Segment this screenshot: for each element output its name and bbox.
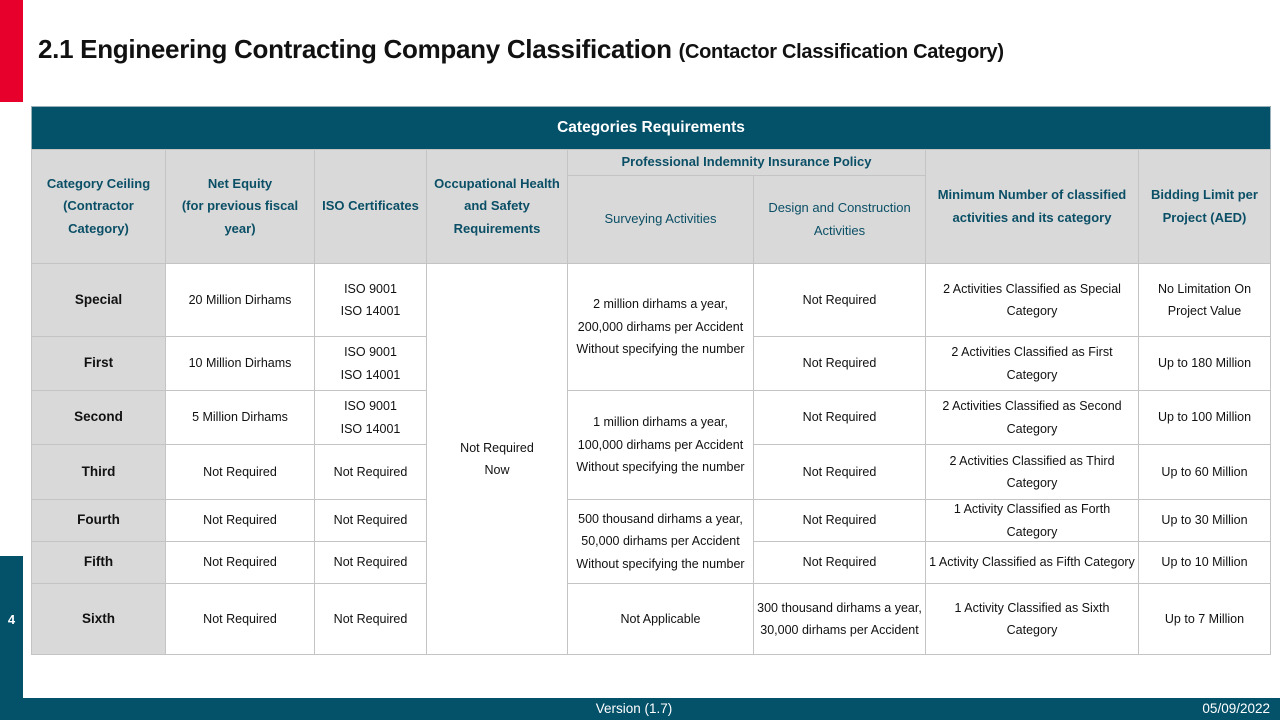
text-line: Fifth [83,554,114,570]
header-pi-insurance-text [622,151,872,174]
text-line: Category [1006,367,1058,382]
text-line: Surveying Activities [604,211,717,227]
min-activities-cell [925,541,1139,584]
text-line: Not Required [333,513,408,528]
bidding-limit-cell-text [1161,509,1247,532]
design-construction-cell-text [803,406,877,429]
text-line: Up to 100 Million [1157,410,1252,425]
text-line: Category [1006,304,1058,318]
iso-cell-text [341,395,401,440]
text-line: ISO 14001 [340,304,401,318]
bidding-limit-cell [1138,336,1271,391]
footer-date: 05/09/2022 [1202,701,1270,716]
text-line: Professional Indemnity Insurance Policy [621,154,872,170]
surveying-activities-cell [567,390,754,500]
text-line: Not Required [802,513,877,528]
design-construction-cell [753,499,926,542]
row-category-third-text [82,461,116,484]
header-ohs-requirements-text [434,173,560,241]
header-net-equity [165,149,315,264]
net-equity-cell [165,336,315,391]
text-line: Up to 180 Million [1157,356,1252,371]
red-accent-bar [0,0,23,102]
ohs-requirements-cell [426,263,568,655]
design-construction-cell-text [803,551,877,574]
min-activities-cell-text [954,498,1110,543]
surveying-activities-cell [567,499,754,584]
header-pi-insurance [567,149,926,176]
header-min-activities-text [938,184,1127,229]
text-line: ISO 9001 [344,399,397,413]
text-line: 10 Million Dirhams [188,356,292,371]
text-line: 200,000 dirhams per Accident [577,319,744,334]
min-activities-cell [925,583,1139,655]
header-category-ceiling-text [47,173,150,241]
text-line: Category) [68,220,129,236]
iso-cell-text [334,461,408,484]
ohs-requirements-cell-text [460,437,534,482]
min-activities-cell-text [951,341,1112,386]
row-category-fourth [31,499,166,542]
header-design-construction-text [768,197,910,242]
row-category-special-text [75,289,122,312]
footer-bar [0,698,1280,720]
text-line: 1 Activity Classified as Sixth Category [954,600,1110,637]
net-equity-cell-text [203,551,277,574]
footer-version: Version (1.7) [595,701,673,716]
text-line: No Limitation On [1157,281,1252,296]
page-title [38,34,1004,65]
text-line: Category [1006,476,1058,490]
min-activities-cell [925,336,1139,391]
header-design-construction [753,175,926,264]
text-line: Up to 30 Million [1161,513,1248,528]
design-construction-cell [753,390,926,445]
text-line: 30,000 dirhams per Accident [760,623,919,637]
text-line: Special [74,291,123,307]
text-line: Category [1006,524,1058,539]
iso-cell [314,541,427,584]
net-equity-cell [165,583,315,655]
text-line: First [83,355,114,371]
design-construction-cell [753,336,926,391]
net-equity-cell [165,499,315,542]
iso-cell-text [334,509,408,532]
text-line: Not Required [802,555,877,570]
net-equity-cell-text [203,461,277,484]
min-activities-cell-text [949,450,1114,495]
text-line: activities and its category [952,209,1112,225]
bidding-limit-cell-text [1158,278,1251,323]
text-line: Not Required [460,440,534,455]
design-construction-cell-text [803,352,877,375]
text-line: 500 thousand dirhams a year, [578,511,743,526]
header-net-equity-text [182,173,298,241]
header-min-activities [925,149,1139,264]
design-construction-cell-text [803,461,877,484]
min-activities-cell [925,499,1139,542]
text-line: Up to 10 Million [1161,555,1248,570]
text-line: Not Required [802,464,877,479]
text-line: 300 thousand dirhams a year, [757,600,922,615]
net-equity-cell-text [192,406,288,429]
bidding-limit-cell-text [1161,551,1247,574]
text-line: (Contractor [63,198,134,214]
text-line: 2 Activities Classified as Third [949,453,1115,468]
text-line: Fourth [77,512,120,528]
text-line: Bidding Limit per [1151,187,1258,202]
bidding-limit-cell [1138,541,1271,584]
text-line: 2 Activities Classified as Second [942,399,1122,413]
text-line: Project Value [1167,304,1242,318]
design-construction-cell-text [757,597,922,642]
text-line: Not Required [203,464,277,479]
text-line: Without specifying the number [576,460,745,475]
text-line: and Safety [464,198,530,214]
bidding-limit-cell [1138,499,1271,542]
row-category-first [31,336,166,391]
text-line: Now [484,463,510,477]
text-line: 2 million dirhams a year, [593,297,728,312]
row-category-sixth-text [82,608,115,631]
text-line: 50,000 dirhams per Accident [581,534,740,549]
table-band-header [31,106,1271,150]
bidding-limit-cell-text [1161,461,1247,484]
text-line: Without specifying the number [576,556,745,571]
design-construction-cell [753,541,926,584]
text-line: Not Required [802,356,877,371]
text-line: Category Ceiling [46,175,151,191]
text-line: Categories Requirements [557,118,745,136]
design-construction-cell-text [803,289,877,312]
header-iso-certificates-text [322,195,419,218]
text-line: 100,000 dirhams per Accident [577,437,744,452]
header-iso-certificates [314,149,427,264]
table-band-header-text [557,117,745,140]
text-line: Not Required [203,555,277,570]
bidding-limit-cell-text [1158,352,1251,375]
design-construction-cell-text [803,509,877,532]
text-line: 5 Million Dirhams [192,410,288,425]
iso-cell [314,583,427,655]
bidding-limit-cell-text [1158,406,1251,429]
text-line: Requirements [453,220,541,236]
text-line: Not Applicable [620,611,701,626]
bidding-limit-cell [1138,263,1271,337]
min-activities-cell [925,263,1139,337]
text-line: Up to 7 Million [1164,611,1245,626]
iso-cell [314,336,427,391]
bidding-limit-cell [1138,444,1271,500]
text-line: Category [1006,421,1058,436]
surveying-activities-cell-text [576,508,744,576]
min-activities-cell-text [929,551,1135,574]
text-line: Net Equity [207,175,273,191]
surveying-activities-cell-text [621,608,701,631]
surveying-activities-cell [567,263,754,391]
iso-cell [314,263,427,337]
header-ohs-requirements [426,149,568,264]
net-equity-cell-text [189,352,292,375]
row-category-fifth [31,541,166,584]
text-line: Occupational Health [434,175,560,191]
min-activities-cell-text [928,597,1136,642]
row-category-special [31,263,166,337]
text-line: Not Required [333,464,408,479]
surveying-activities-cell-text [576,411,744,479]
header-surveying-activities [567,175,754,264]
side-accent-bar [0,556,23,720]
net-equity-cell [165,541,315,584]
min-activities-cell-text [942,395,1121,440]
text-line: ISO Certificates [322,198,419,214]
row-category-third [31,444,166,500]
row-category-second-text [74,406,123,429]
surveying-activities-cell-text [576,293,744,361]
iso-cell-text [341,341,401,386]
design-construction-cell [753,583,926,655]
text-line: Not Required [333,611,408,626]
text-line: year) [224,220,256,236]
bidding-limit-cell-text [1165,608,1244,631]
text-line: Second [74,409,123,425]
row-category-fourth-text [77,509,120,532]
min-activities-cell [925,444,1139,500]
text-line: Not Required [802,292,877,307]
iso-cell-text [334,551,408,574]
text-line: Up to 60 Million [1161,464,1248,479]
text-line: ISO 9001 [344,345,397,359]
text-line: Third [81,463,116,479]
net-equity-cell [165,390,315,445]
title-subtitle: (Contactor Classification Category) [678,41,1004,63]
net-equity-cell-text [203,509,277,532]
title-main: 2.1 Engineering Contracting Company Classification [38,34,672,64]
iso-cell-text [341,278,401,323]
net-equity-cell [165,263,315,337]
min-activities-cell-text [943,278,1121,323]
text-line: Activities [813,222,866,238]
text-line: 2 Activities Classified as Special [943,281,1121,296]
text-line: Project (AED) [1162,209,1247,225]
surveying-activities-cell [567,583,754,655]
text-line: (for previous fiscal [181,198,299,214]
text-line: ISO 14001 [340,367,401,382]
text-line: 1 million dirhams a year, [593,415,728,430]
net-equity-cell-text [189,289,292,312]
iso-cell [314,499,427,542]
row-category-sixth [31,583,166,655]
text-line: 2 Activities Classified as First [951,345,1113,359]
bidding-limit-cell [1138,390,1271,445]
text-line: 20 Million Dirhams [188,292,292,307]
text-line: Not Required [203,513,277,528]
page-number: 4 [7,612,16,627]
text-line: 1 Activity Classified as Forth [953,502,1111,516]
iso-cell-text [334,608,408,631]
min-activities-cell [925,390,1139,445]
row-category-fifth-text [84,551,113,574]
bidding-limit-cell [1138,583,1271,655]
text-line: Sixth [81,610,115,626]
text-line: Minimum Number of classified [937,187,1127,202]
iso-cell [314,390,427,445]
iso-cell [314,444,427,500]
header-bidding-limit [1138,149,1271,264]
text-line: ISO 14001 [340,421,401,436]
header-surveying-activities-text [605,208,717,231]
header-bidding-limit-text [1151,184,1258,229]
text-line: ISO 9001 [344,281,397,296]
header-category-ceiling [31,149,166,264]
row-category-first-text [84,352,113,375]
text-line: Design and Construction [768,200,911,215]
net-equity-cell-text [203,608,277,631]
text-line: Not Required [203,611,277,626]
net-equity-cell [165,444,315,500]
text-line: Not Required [802,410,877,425]
design-construction-cell [753,263,926,337]
design-construction-cell [753,444,926,500]
text-line: Not Required [333,555,408,570]
row-category-second [31,390,166,445]
text-line: 1 Activity Classified as Fifth Category [929,555,1135,570]
text-line: Without specifying the number [576,342,745,357]
